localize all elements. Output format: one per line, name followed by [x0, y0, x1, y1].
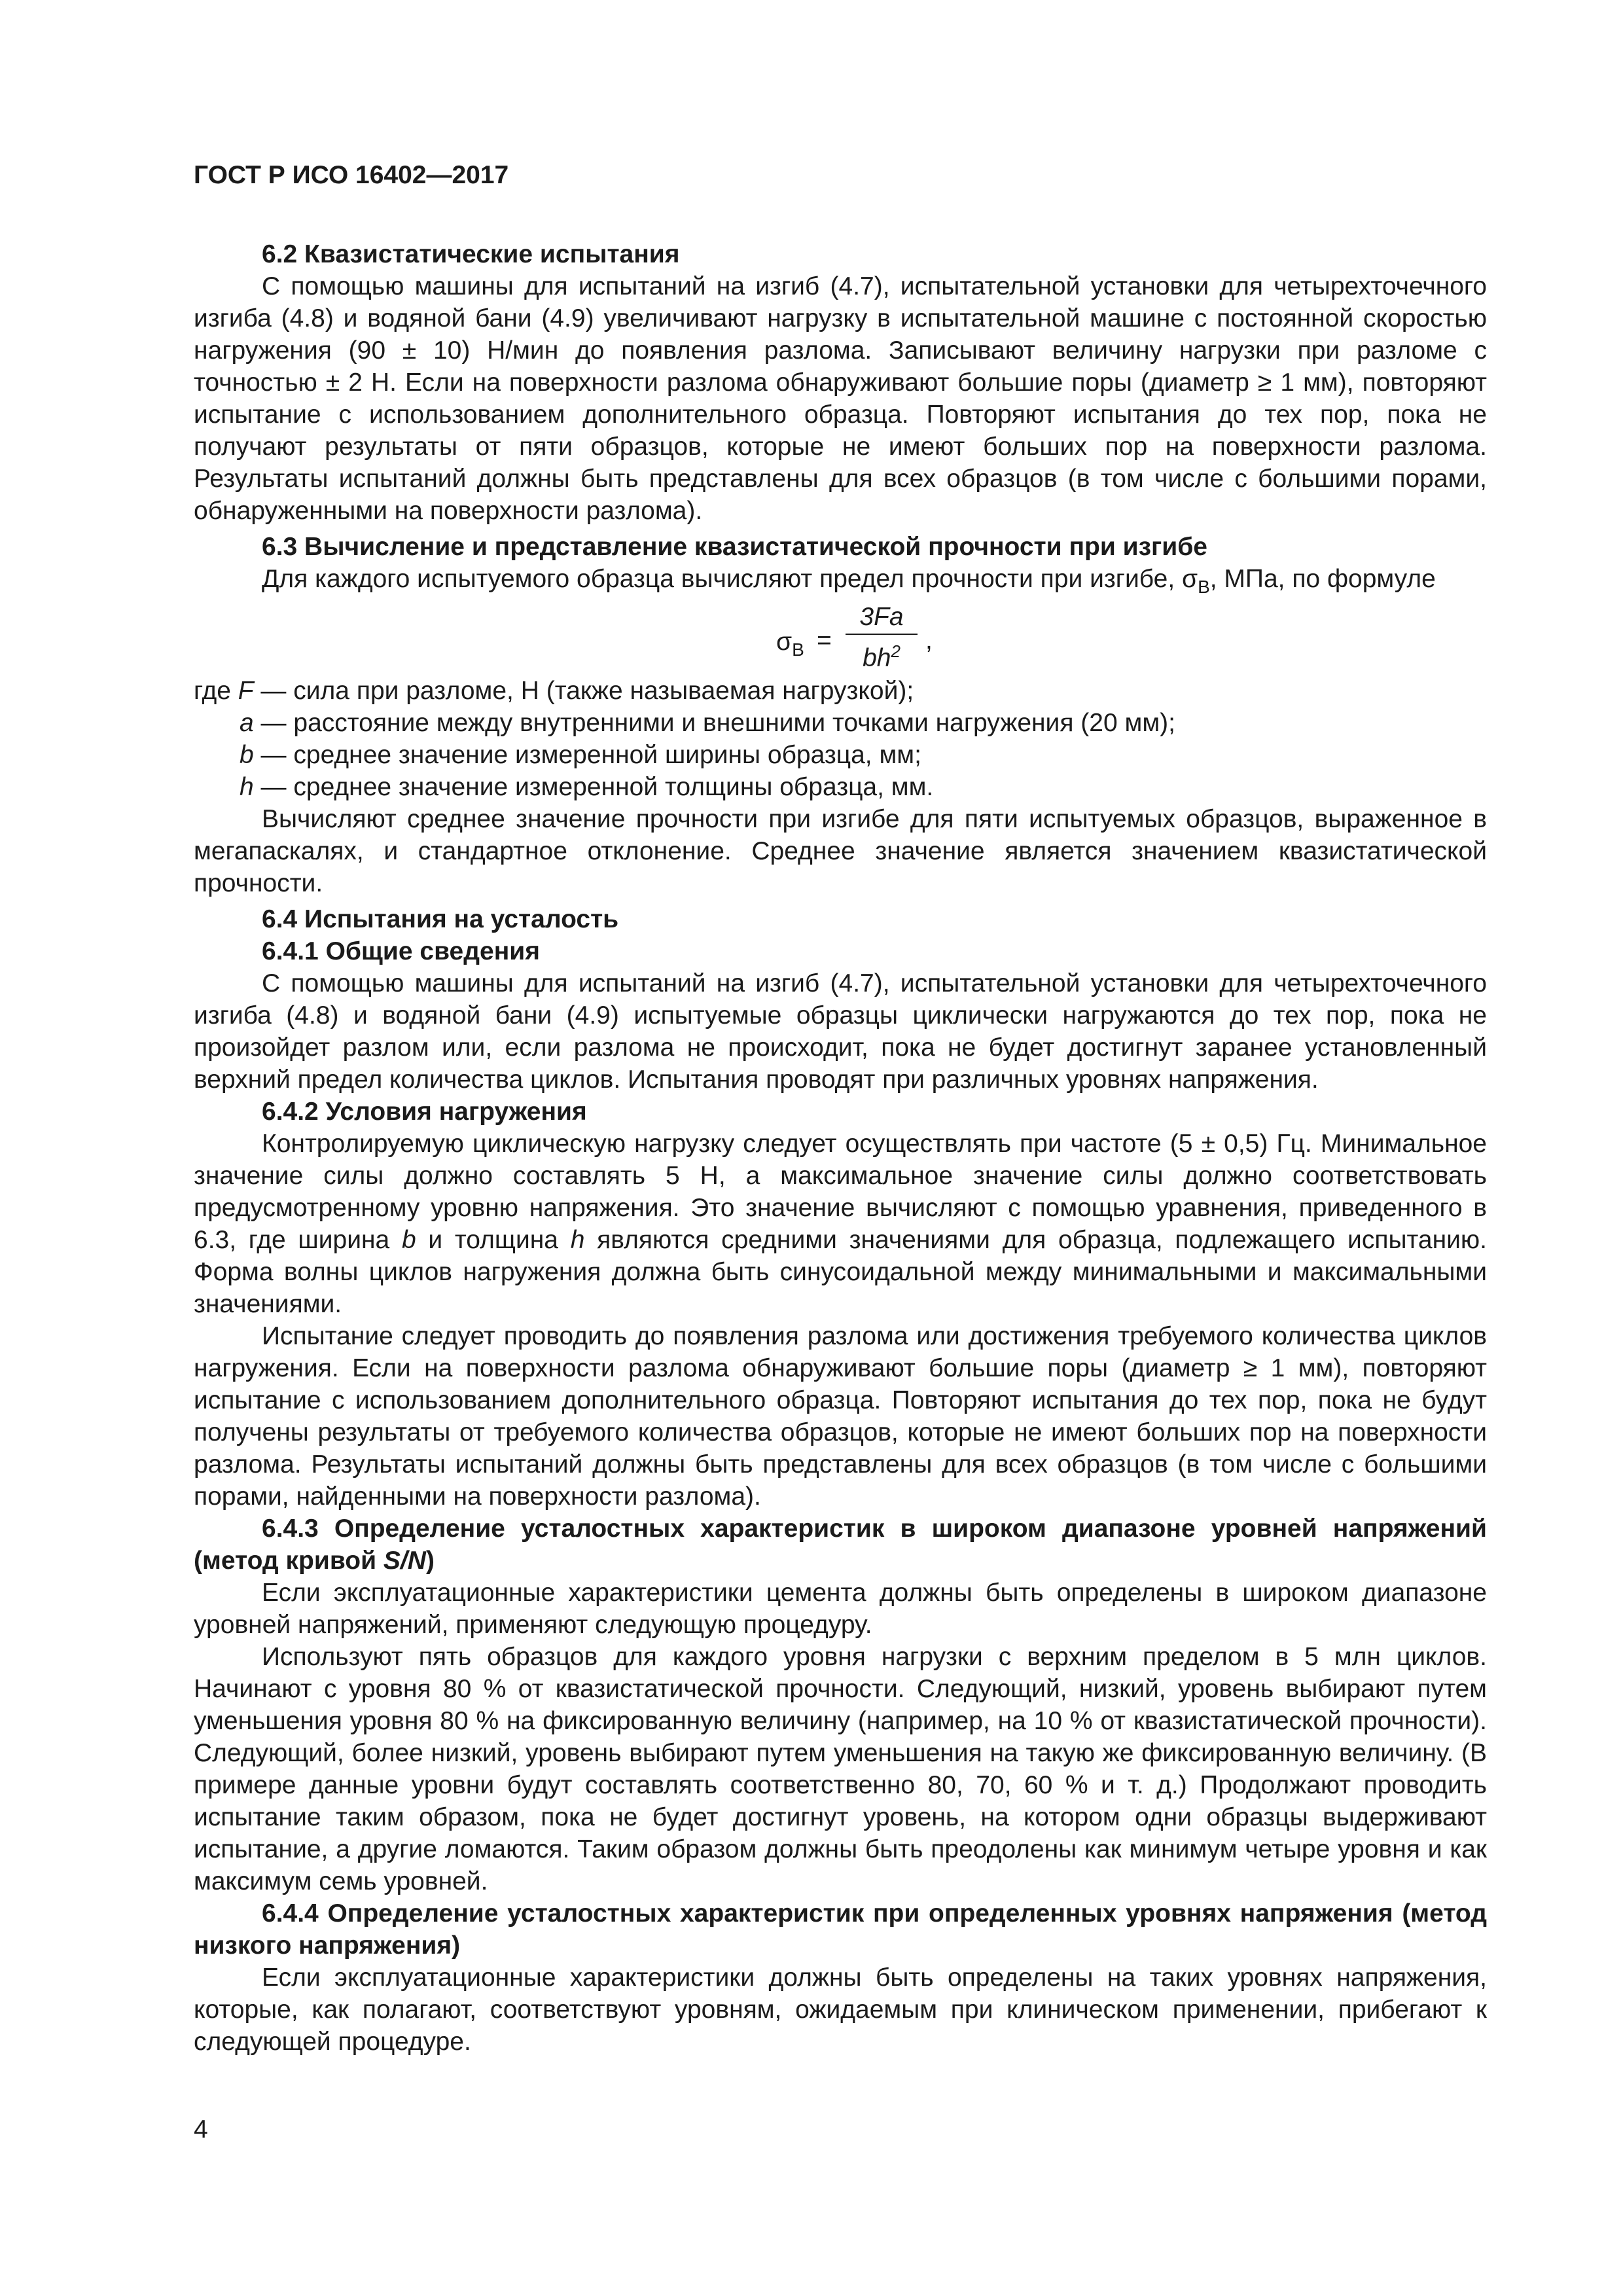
section-6-4-3-title	[194, 1513, 1487, 1577]
formula-den-text: bh	[863, 643, 891, 672]
symbol-h: h	[570, 1225, 585, 1254]
where-item-f	[194, 675, 1487, 707]
section-6-2-paragraph: С помощью машины для испытаний на изгиб (4.7), испытательной установки для четырехточечного изгиба (4.8) и водяной бани (4.9) увеличивают нагрузку в испытательной машине с постоянной скоростью нагружения (90 ± 10) Н/мин до появления разлома. Записывают величину нагрузки при разломе с точностью ± 2 Н. Если на поверхности разлома обнаруживают большие поры (диаметр ≥ 1 мм), повторяют испытание с использованием дополнительного образца. Повторяют испытания до тех пор, пока не получают результаты от пяти образцов, которые не имеют больших пор на поверхности разлома. Результаты испытаний должны быть представлены для всех образцов (в том числе с большими порами, обнаруженными на поверхности разлома).	[194, 272, 1487, 525]
formula-numerator: 3Fa	[859, 602, 904, 631]
section-6-4-2-paragraph-1	[194, 1128, 1487, 1320]
text-run: являются средними значениями для образца, подлежащего испытанию. Форма волны циклов нагружения должна быть синусоидальной между минимальными и максимальными значениями.	[194, 1225, 1487, 1318]
section-6-4-1-paragraph: С помощью машины для испытаний на изгиб (4.7), испытательной установки для четырехточечного изгиба (4.8) и водяной бани (4.9) испытуемые образцы циклически нагружаются до тех пор, пока не произойдет разлом или, если разлома не происходит, пока не будет достигнут заранее установленный верхний предел количества циклов. Испытания проводят при различных уровнях напряжения.	[194, 969, 1487, 1094]
section-6-2-title: 6.2 Квазистатические испытания	[262, 240, 680, 268]
formula-den-sup: 2	[891, 641, 901, 661]
text-run: Контролируемую циклическую нагрузку следует осуществлять при частоте (5 ± 0,5) Гц. Минимальное значение силы должно составлять 5 Н, а максимальное значение силы должно соответствовать предусмотренному уровню напряжения. Это значение вычисляют с помощью уравнения, приведенного в 6.3, где ширина	[194, 1129, 1487, 1254]
title-run: 6.4.3 Определение усталостных характеристик в широком диапазоне уровней напряжений (метод кривой	[194, 1514, 1487, 1575]
document-header: ГОСТ Р ИСО 16402—2017	[194, 161, 509, 189]
page-number: 4	[194, 2115, 208, 2144]
formula-sigma-sub: В	[792, 639, 804, 660]
formula-fraction-bar	[846, 634, 918, 635]
where-symbol: a	[240, 708, 254, 737]
where-symbol: F	[238, 676, 254, 705]
title-run: )	[425, 1546, 435, 1575]
where-symbol: h	[240, 772, 254, 801]
strength-formula	[194, 603, 1487, 675]
section-6-3-paragraph: Вычисляют среднее значение прочности при изгибе для пяти испытуемых образцов, выраженное в мегапаскалях, и стандартное отклонение. Среднее значение является значением квазистатической прочности.	[194, 804, 1487, 897]
section-6-4-2-title: 6.4.2 Условия нагружения	[262, 1097, 587, 1126]
section-6-3-title: 6.3 Вычисление и представление квазистатической прочности при изгибе	[262, 533, 1207, 561]
section-6-4-2-paragraph-2: Испытание следует проводить до появления разлома или достижения требуемого количества циклов нагружения. Если на поверхности разлома обнаруживают большие поры (диаметр ≥ 1 мм), повторяют испытание с использованием дополнительного образца. Повторяют испытания до тех пор, пока не будут получены результаты от требуемого количества образцов, которые не имеют больших пор на поверхности разлома. Результаты испытаний должны быть представлены для всех образцов (в том числе с большими порами, найденными на поверхности разлома).	[194, 1321, 1487, 1511]
section-6-4-title: 6.4 Испытания на усталость	[262, 905, 619, 933]
section-6-4-3-paragraph-2: Используют пять образцов для каждого уровня нагрузки с верхним пределом в 5 млн циклов. Начинают с уровня 80 % от квазистатической прочности. Следующий, низкий, уровень выбирают путем уменьшения уровня 80 % на фиксированную величину (например, на 10 % от квазистатической прочности). Следующий, более низкий, уровень выбирают путем уменьшения на такую же фиксированную величину. (В примере данные уровни будут составлять соответственно 80, 70, 60 % и т. д.) Продолжают проводить испытание таким образом, пока не будет достигнут уровень, на котором одни образцы выдерживают испытание, а другие ломаются. Таким образом должны быть преодолены как минимум четыре уровня и как максимум семь уровней.	[194, 1642, 1487, 1895]
where-lead: где	[194, 676, 238, 705]
intro-text-end: , МПа, по формуле	[1209, 565, 1436, 593]
formula-denominator	[846, 637, 918, 673]
where-item-h	[194, 771, 1487, 803]
formula-lhs	[776, 628, 804, 660]
section-6-4-3-paragraph-1: Если эксплуатационные характеристики цемента должны быть определены в широком диапазоне уровней напряжений, применяют следующую процедуру.	[194, 1578, 1487, 1639]
formula-equals: =	[817, 626, 832, 655]
symbol-b: b	[401, 1225, 416, 1254]
where-text: — расстояние между внутренними и внешними точками нагружения (20 мм);	[253, 708, 1175, 737]
formula-comma: ,	[925, 626, 933, 655]
where-symbol: b	[240, 740, 254, 769]
where-item-a	[194, 707, 1487, 739]
where-item-b	[194, 739, 1487, 771]
section-6-4-4-title: 6.4.4 Определение усталостных характеристик при определенных уровнях напряжения (метод низкого напряжения)	[194, 1899, 1487, 1960]
section-6-4-4-paragraph-1: Если эксплуатационные характеристики должны быть определены на таких уровнях напряжения, которые, как полагают, соответствуют уровням, ожидаемым при клиническом применении, прибегают к следующей процедуре.	[194, 1963, 1487, 2056]
section-6-4-1-title: 6.4.1 Общие сведения	[262, 937, 540, 965]
where-text: — среднее значение измеренной ширины образца, мм;	[253, 740, 921, 769]
formula-fraction	[846, 603, 918, 673]
title-sn: S/N	[383, 1546, 426, 1575]
page-content	[194, 160, 1487, 2058]
intro-subscript: В	[1198, 576, 1210, 597]
where-text: — сила при разломе, Н (также называемая нагрузкой);	[253, 676, 914, 705]
formula-sigma: σ	[776, 627, 793, 656]
intro-text: Для каждого испытуемого образца вычисляют предел прочности при изгибе, σ	[262, 565, 1198, 593]
section-6-3-intro	[194, 563, 1487, 603]
text-run: и толщина	[416, 1225, 571, 1254]
where-text: — среднее значение измеренной толщины образца, мм.	[253, 772, 934, 801]
